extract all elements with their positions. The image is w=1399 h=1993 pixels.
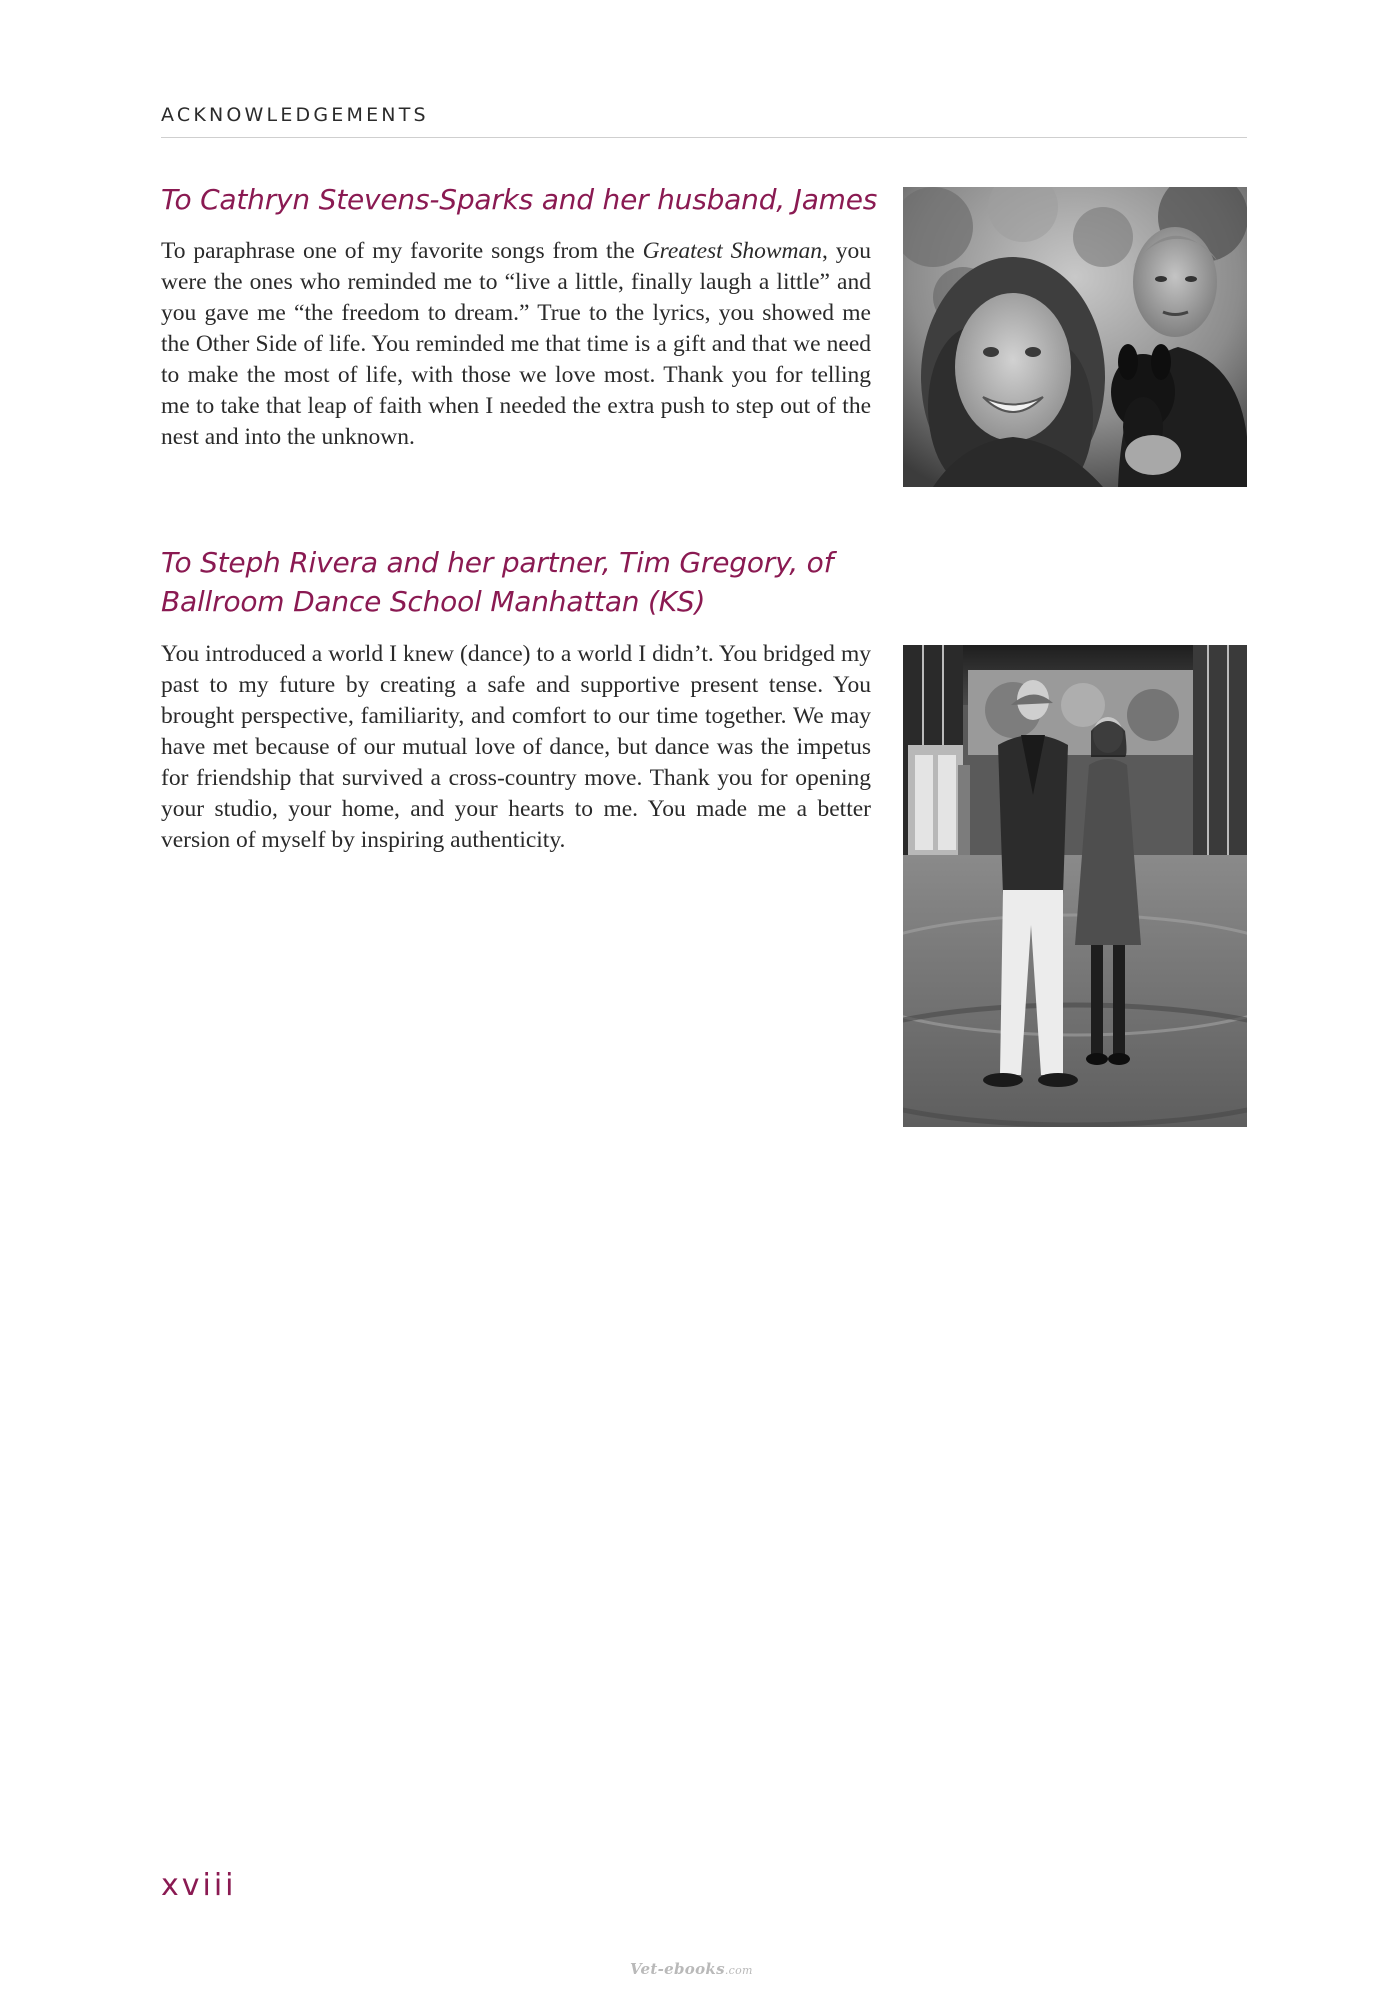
header-rule bbox=[161, 137, 1247, 138]
section-heading-cathryn: To Cathryn Stevens-Sparks and her husband, James bbox=[161, 183, 878, 216]
paragraph-text: , you were the ones who reminded me to “live a little, finally laugh a little” and you gave me “the freedom to dream.” True to the lyrics, you showed me the Other Side of life. You reminded me that time is a gift and that we need to make the most of life, with those we love most. Thank you for telling me to take that leap of faith when I needed the extra push to step out of the nest and into the unknown. bbox=[161, 238, 871, 450]
watermark-suffix: .com bbox=[724, 1964, 753, 1977]
page-number: xviii bbox=[161, 1868, 237, 1903]
section-paragraph-steph: You introduced a world I knew (dance) to a world I didn’t. You bridged my past to my future by creating a safe and supportive present tense. You brought perspective, familiarity, and comfort to our time together. We may have met because of our mutual love of dance, but dance was the impetus for friendship that survived a cross-country move. Thank you for opening your studio, your home, and your hearts to me. You made me a better version of myself by inspiring authenticity. bbox=[161, 641, 871, 853]
photo-selfie-couple bbox=[903, 187, 1247, 487]
paragraph-text: To paraphrase one of my favorite songs from the bbox=[161, 238, 643, 264]
watermark bbox=[630, 1960, 753, 1978]
section-heading-steph bbox=[161, 543, 881, 621]
heading-line-1: To Steph Rivera and her partner, Tim Gregory, of bbox=[161, 546, 834, 579]
watermark-main: Vet-ebooks bbox=[630, 1960, 725, 1978]
section-paragraph-cathryn bbox=[161, 236, 871, 453]
running-head: ACKNOWLEDGEMENTS bbox=[161, 104, 429, 126]
heading-line-2: Ballroom Dance School Manhattan (KS) bbox=[161, 585, 706, 618]
photo-dance-couple bbox=[903, 645, 1247, 1127]
song-title: Greatest Showman bbox=[642, 238, 822, 264]
